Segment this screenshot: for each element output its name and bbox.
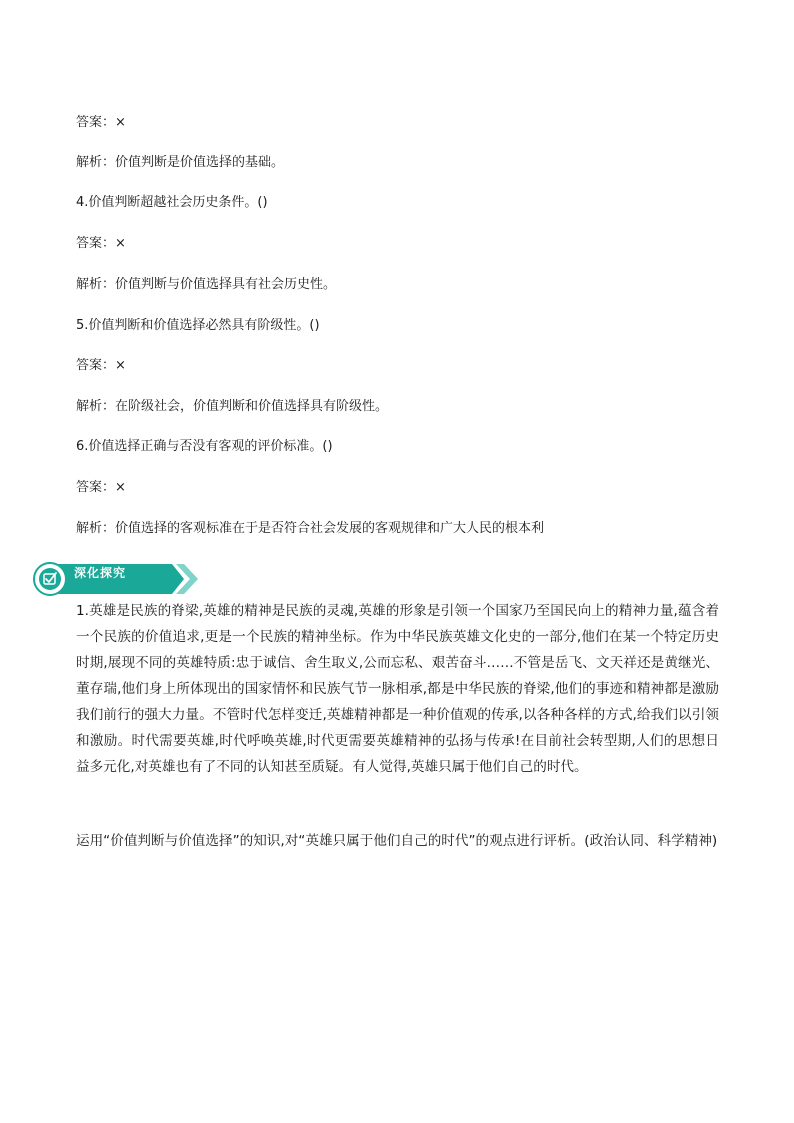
answer-line: 答案：×: [76, 115, 126, 130]
analysis-line: 解析：在阶级社会，价值判断和价值选择具有阶级性。: [76, 399, 389, 414]
analysis-line: 解析：价值选择的客观标准在于是否符合社会发展的客观规律和广大人民的根本利: [76, 521, 545, 536]
question-6: 6.价值选择正确与否没有客观的评价标准。(): [76, 439, 333, 454]
question-5: 5.价值判断和价值选择必然具有阶级性。(): [76, 318, 320, 333]
question-prompt: 运用“价值判断与价值选择”的知识,对“英雄只属于他们自己的时代”的观点进行评析。(政治认同、科学精神): [76, 833, 718, 849]
analysis-line: 解析：价值判断是价值选择的基础。: [76, 155, 285, 170]
question-4: 4.价值判断超越社会历史条件。(): [76, 195, 268, 210]
question-material: 1.英雄是民族的脊梁,英雄的精神是民族的灵魂,英雄的形象是引领一个国家乃至国民向上的精神力量,蕴含着一个民族的价值追求,更是一个民族的精神坐标。作为中华民族英雄文化史的一部分,他们在某一个特定历史时期,展现不同的英雄特质:忠于诚信、舍生取义,公而忘私、艰苦奋斗……不管是岳飞、文天祥还是黄继光、董存瑞,他们身上所体现出的国家情怀和民族气节一脉相承,都是中华民族的脊梁,他们的事迹和精神都是激励我们前行的强大力量。不管时代怎样变迁,英雄精神都是一种价值观的传承,以各种各样的方式,给我们以引领和激励。时代需要英雄,时代呼唤英雄,时代更需要英雄精神的弘扬与传承!在目前社会转型期,人们的思想日益多元化,对英雄也有了不同的认知甚至质疑。有人觉得,英雄只属于他们自己的时代。: [76, 603, 719, 775]
answer-line: 答案：×: [76, 358, 126, 373]
section-title: 深化探究: [74, 566, 127, 580]
answer-line: 答案：×: [76, 480, 126, 495]
answer-line: 答案：×: [76, 236, 126, 251]
analysis-line: 解析：价值判断与价值选择具有社会历史性。: [76, 277, 337, 292]
